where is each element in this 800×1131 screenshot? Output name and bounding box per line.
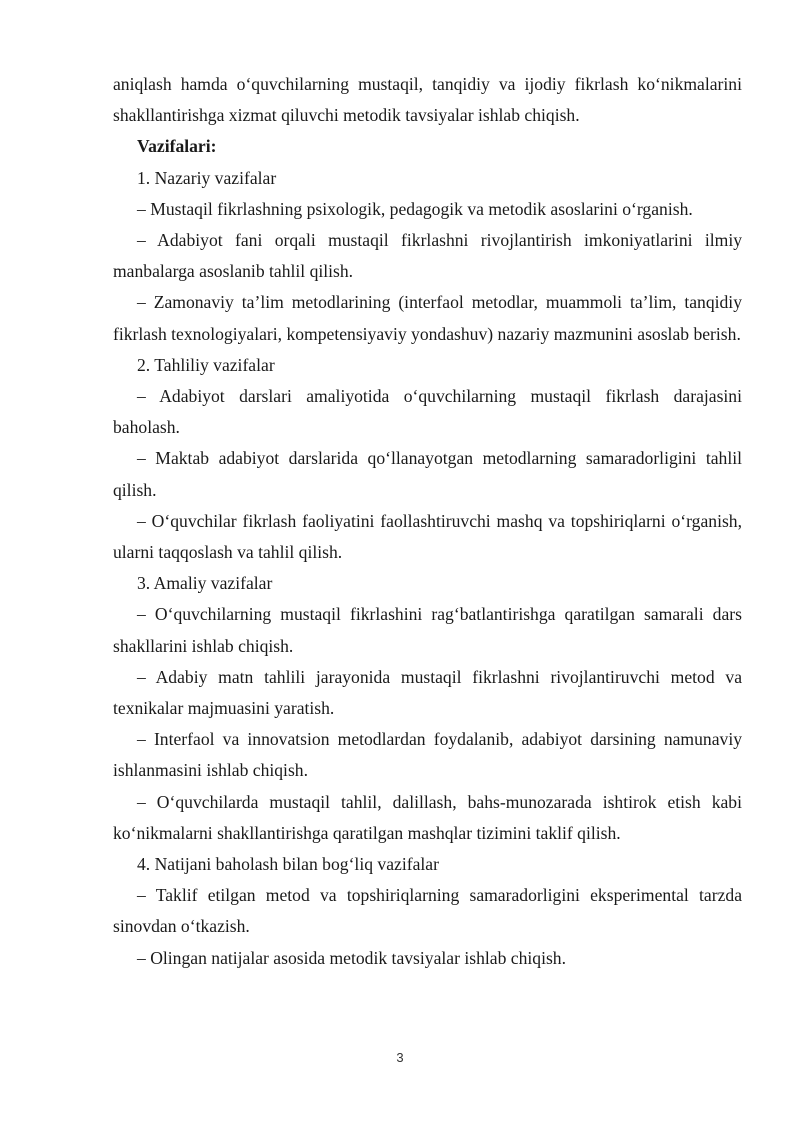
section-title: 3. Amaliy vazifalar (137, 573, 273, 594)
section-title: 2. Tahliliy vazifalar (137, 354, 275, 375)
section-item: – Adabiyot fani orqali mustaqil fikrlashni rivojlantirish imkoniyatlarini ilmiy manbalarga asoslanib tahlil qilish. (113, 230, 742, 282)
section-item: – Adabiy matn tahlili jarayonida mustaqil fikrlashni rivojlantiruvchi metod va texnikalar majmuasini yaratish. (113, 666, 742, 719)
section-item: – Zamonaviy ta’lim metodlarining (interfaol metodlar, muammoli ta’lim, tanqidiy fikrlash texnologiyalari, kompetensiyaviy yondashuv) nazariy mazmunini asoslab berish. (113, 292, 742, 344)
section-item: – O‘quvchilar fikrlash faoliyatini faollashtiruvchi mashq va topshiriqlarni o‘rganish, ularni taqqoslash va tahlil qilish. (113, 510, 742, 563)
intro-paragraph: aniqlash hamda o‘quvchilarning mustaqil, tanqidiy va ijodiy fikrlash ko‘nikmalarini shakllantirishga xizmat qiluvchi metodik tavsiyalar ishlab chiqish. (113, 74, 742, 126)
section-item: – Interfaol va innovatsion metodlardan foydalanib, adabiyot darsining namunaviy ishlanmasini ishlab chiqish. (113, 729, 742, 781)
section-title: 1. Nazariy vazifalar (137, 167, 277, 188)
section-title: 4. Natijani baholash bilan bog‘liq vazifalar (137, 854, 439, 875)
tasks-heading: Vazifalari: (137, 136, 217, 157)
section-item: – Olingan natijalar asosida metodik tavsiyalar ishlab chiqish. (137, 947, 566, 968)
document-page (113, 69, 742, 974)
section-item: – Maktab adabiyot darslarida qo‘llanayotgan metodlarning samaradorligini tahlil qilish. (113, 448, 742, 500)
section-item: – O‘quvchilarning mustaqil fikrlashini rag‘batlantirishga qaratilgan samarali dars shakllarini ishlab chiqish. (113, 604, 742, 656)
section-item: – O‘quvchilarda mustaqil tahlil, dalillash, bahs-munozarada ishtirok etish kabi ko‘nikmalarni shakllantirishga qaratilgan mashqlar tizimini taklif qilish. (113, 791, 742, 843)
section-item: – Adabiyot darslari amaliyotida o‘quvchilarning mustaqil fikrlash darajasini baholash. (113, 386, 742, 438)
page-number: 3 (396, 1050, 404, 1065)
section-item: – Taklif etilgan metod va topshiriqlarning samaradorligini eksperimental tarzda sinovdan o‘tkazish. (113, 885, 742, 937)
section-item: – Mustaqil fikrlashning psixologik, pedagogik va metodik asoslarini o‘rganish. (137, 198, 693, 219)
